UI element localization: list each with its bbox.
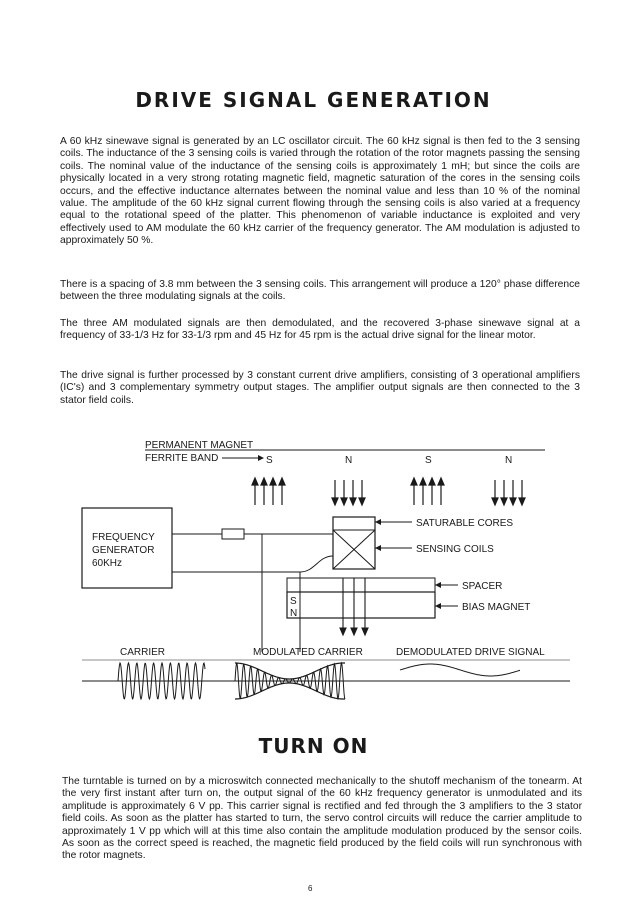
carrier-label: CARRIER [120,647,166,658]
frequency-generator-label-2: GENERATOR [92,545,155,556]
demodulated-signal-label: DEMODULATED DRIVE SIGNAL [396,647,545,658]
bias-magnet-s-label: S [290,596,297,607]
wiring-group [172,529,333,652]
demodulated-waveform [400,664,520,676]
sensing-coils-arrowhead [375,545,381,551]
page-title: DRIVE SIGNAL GENERATION [135,88,492,112]
saturable-cores-arrowhead [375,519,381,525]
paragraph-drive-amplifiers: The drive signal is further processed by 3 constant current drive amplifiers, consisting of 3 operational amplifiers (IC's) and 3 complementary symmetry output stages. The amplifier output signals are then connected to the 3 stator field coils. [60,370,580,406]
turn-on-title: TURN ON [258,734,369,758]
permanent-magnet-label: PERMANENT MAGNET [145,440,254,451]
paragraph-demodulation: The three AM modulated signals are then demodulated, and the recovered 3-phase sinewave signal at a frequency of 33-1/3 Hz for 33-1/3 rpm and 45 Hz for 45 rpm is the actual drive signal for the linear motor. [60,318,580,342]
bias-magnet-rect [287,592,435,618]
spacer-rect [287,578,435,592]
paragraph-spacing: There is a spacing of 3.8 mm between the 3 sensing coils. This arrangement will produce a 120° phase difference between the three modulating signals at the coils. [60,279,580,303]
frequency-generator-label-1: FREQUENCY [92,532,155,543]
frequency-generator-label-3: 60KHz [92,558,123,569]
saturable-cores-label: SATURABLE CORES [416,518,514,529]
spacer-arrowhead [435,582,441,588]
spacer-label: SPACER [462,581,503,592]
drive-signal-diagram [0,430,627,720]
page-number: 6 [308,884,313,893]
paragraph-turn-on: The turntable is turned on by a microswitch connected mechanically to the shutoff mechanism of the tonearm. At the very first instant after turn on, the output signal of the 60 kHz frequency generator is unmodulated and its amplitude is approximately 6 V pp. This carrier signal is rectified and fed through the 3 amplifiers to the 3 stator field coils. As soon as the platter has started to turn, the servo control circuits will reduce the carrier amplitude to approximately 1 V pp which will at this time also contain the amplitude modulation produced by the sensor coils. As soon as the correct speed is reached, the magnetic field produced by the field coils will run synchronous with the rotor magnets. [62,776,582,862]
sensing-coils-label: SENSING COILS [416,544,494,555]
ferrite-band-label: FERRITE BAND [145,453,219,464]
bias-field-arrows [340,578,368,635]
pole-label: N [345,455,353,466]
paragraph-oscillator: A 60 kHz sinewave signal is generated by an LC oscillator circuit. The 60 kHz signal is then fed to the 3 sensing coils. The inductance of the 3 sensing coils is varied through the rotation of the rotor magnets passing the sensing coils. The nominal value of the inductance of the sensing coils is approximately 1 mH; but since the coils are physically located in a very strong rotating magnetic field, magnetic saturation of the cores in the sensing coils occurs, and the effective inductance alternates between the nominal value and less than 10 % of the nominal value. The amplitude of the 60 kHz signal current flowing through the sensing coils is also varied at a frequency equal to the rotational speed of the platter. This phenomenon of variable inductance is exploited and very effectively used to AM modulate the 60 kHz carrier of the frequency generator. The AM modulation is adjusted to approximately 50 %. [60,136,580,247]
bias-magnet-n-label: N [290,608,298,619]
ferrite-pointer-head [258,455,264,461]
pole-label: N [505,455,513,466]
modulated-carrier-label: MODULATED CARRIER [253,647,363,658]
bias-magnet-label: BIAS MAGNET [462,602,531,613]
field-arrows-group [252,478,525,505]
pole-label: S [266,455,273,466]
pole-label: S [425,455,432,466]
bias-magnet-arrowhead [435,603,441,609]
modulation-envelope-bottom [235,683,345,699]
sensing-coil-box [333,517,375,569]
